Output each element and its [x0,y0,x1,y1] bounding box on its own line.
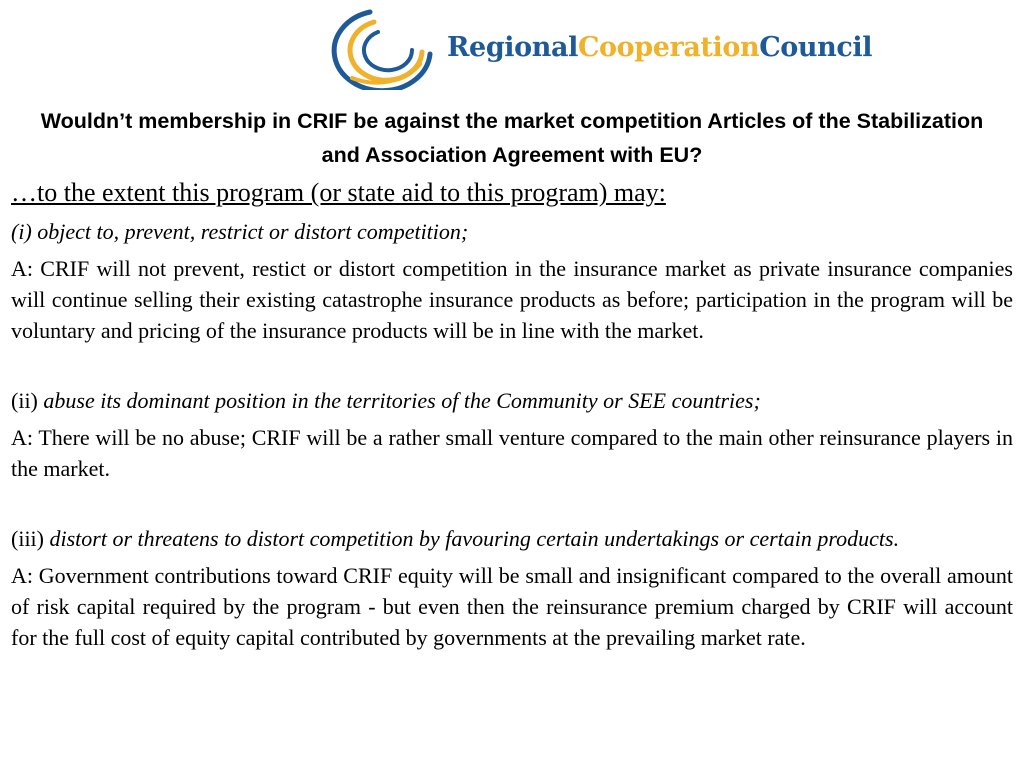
slide-body [11,175,1013,653]
rcc-emblem-icon [312,4,442,90]
rcc-logo [312,4,902,90]
logo-wordmark [447,32,872,63]
point-1-text: (i) object to, prevent, restrict or distort competition; [11,219,469,244]
logo-text-regional: Regional [447,32,578,63]
answer-1: A: CRIF will not prevent, restict or distort competition in the insurance market as private insurance companies will continue selling their existing catastrophe insurance products as before; participation in the program will be voluntary and pricing of the insurance products will be in line with the market. [11,256,1013,343]
point-2-marker: (ii) [11,388,44,413]
point-2-text: abuse its dominant position in the territories of the Community or SEE countries; [43,388,761,413]
point-3 [11,523,1013,554]
logo-text-cooperation: Cooperation [577,32,760,63]
slide-title: Wouldn’t membership in CRIF be against the market competition Articles of the Stabilization and Association Agreement with EU? [40,109,984,167]
intro-line: …to the extent this program (or state aid to this program) may: [11,178,666,207]
point-3-text: distort or threatens to distort competition by favouring certain undertakings or certain products. [49,526,900,551]
point-3-marker: (iii) [11,526,50,551]
answer-2: A: There will be no abuse; CRIF will be a rather small venture compared to the main other reinsurance players in the market. [11,425,1013,481]
spacer [11,346,1013,380]
point-1 [11,216,1013,247]
answer-3: A: Government contributions toward CRIF equity will be small and insignificant compared to the overall amount of risk capital required by the program - but even then the reinsurance premium charged by CRIF will account for the full cost of equity capital contributed by governments at the prevailing market rate. [11,563,1013,650]
logo-text-council: Council [759,32,873,63]
point-2 [11,385,1013,416]
spacer [11,484,1013,518]
